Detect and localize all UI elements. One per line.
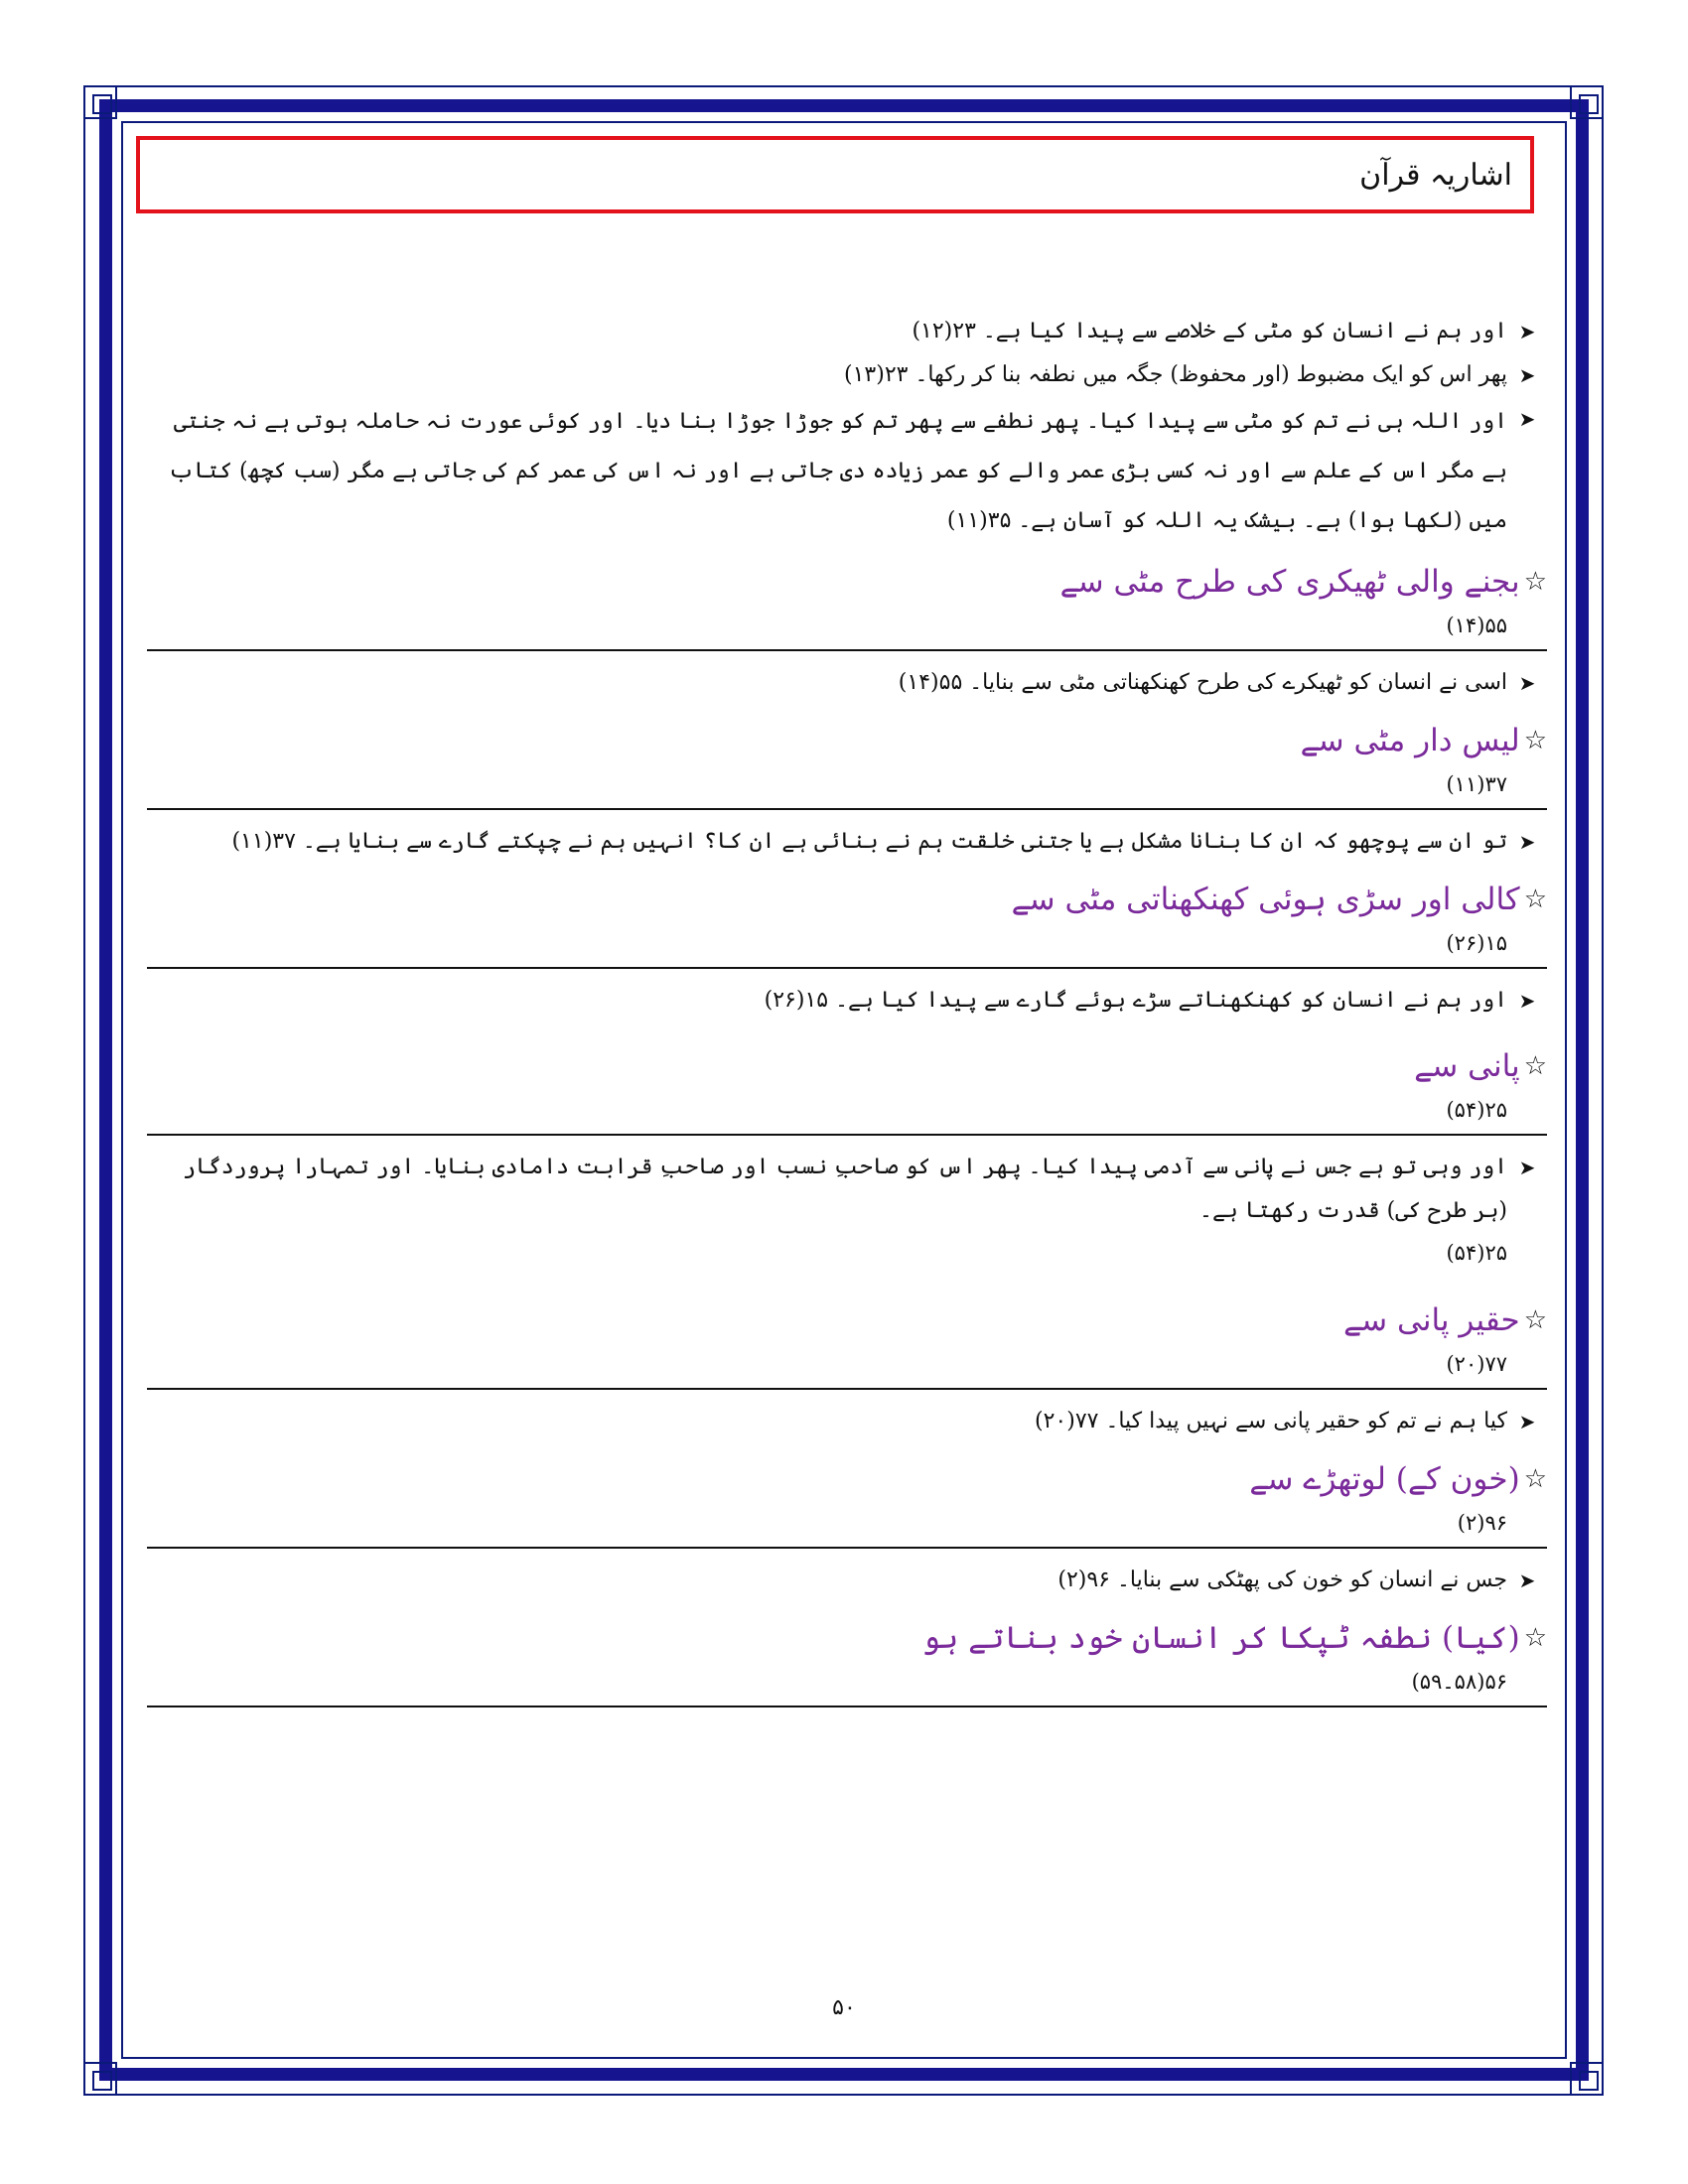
verse-item bbox=[147, 979, 1547, 1023]
frame-corner-ornament bbox=[83, 2062, 117, 2096]
page-number: ۵۰ bbox=[832, 1995, 856, 2020]
star-outline-icon: ☆ bbox=[1523, 1623, 1547, 1653]
arrowhead-bullet-icon: ➤ bbox=[1518, 1410, 1536, 1433]
verse-text: کیا ہم نے تم کو حقیر پانی سے نہیں پیدا کیا۔ ۷۷(۲۰) bbox=[1034, 1409, 1507, 1433]
section-title: (کیا) نطفہ ٹپکا کر انسان خود بناتے ہو bbox=[921, 1620, 1520, 1656]
star-outline-icon: ☆ bbox=[1523, 1051, 1547, 1081]
divider bbox=[147, 1706, 1547, 1707]
arrowhead-bullet-icon: ➤ bbox=[1518, 407, 1536, 431]
verse-item bbox=[147, 820, 1547, 864]
arrowhead-bullet-icon: ➤ bbox=[1518, 320, 1536, 343]
verse-text: اور وہی تو ہے جس نے پانی سے آدمی پیدا کیا۔ پھر اس کو صاحبِ نسب اور صاحبِ قرابت دامادی بنایا۔ اور تمہارا پروردگار (ہر طرح کی) قدرت رکھتا ہے۔ bbox=[183, 1155, 1507, 1223]
section-heading bbox=[147, 1461, 1547, 1497]
section-title: بجنے والی ٹھیکری کی طرح مٹی سے bbox=[1059, 564, 1520, 600]
verse-text: اور اللہ ہی نے تم کو مٹی سے پیدا کیا۔ پھر نطفے سے پھر تم کو جوڑا جوڑا بنا دیا۔ اور کوئی عورت نہ حاملہ ہوتی ہے نہ جنتی ہے مگر اس کے علم سے اور نہ کسی بڑی عمر والے کو عمر زیادہ دی جاتی ہے اور نہ اس کی عمر کم کی جاتی ہے مگر (سب کچھ) کتاب میں (لکھا ہوا) ہے۔ بیشک یہ اللہ کو آسان ہے۔ ۳۵(۱۱) bbox=[168, 409, 1507, 533]
section-title: (خون کے) لوتھڑے سے bbox=[1249, 1461, 1520, 1497]
divider bbox=[147, 649, 1547, 651]
section-heading bbox=[147, 564, 1547, 600]
page-title: اشاریہ قرآن bbox=[1359, 157, 1512, 193]
verse-text: جس نے انسان کو خون کی پھٹکی سے بنایا۔ ۹۶(۲) bbox=[1057, 1568, 1507, 1592]
verse-ref: ۲۵(۵۴) bbox=[1446, 1241, 1507, 1265]
verse-text: اسی نے انسان کو ٹھیکرے کی طرح کھنکھناتی مٹی سے بنایا۔ ۵۵(۱۴) bbox=[898, 670, 1507, 695]
verse-text: اور ہم نے انسان کو کھنکھناتے سڑے ہوئے گارے سے پیدا کیا ہے۔ ۱۵(۲۶) bbox=[764, 988, 1507, 1013]
section-refs: ۷۷(۲۰) bbox=[1446, 1352, 1507, 1376]
arrowhead-bullet-icon: ➤ bbox=[1518, 1156, 1536, 1179]
section-heading bbox=[147, 723, 1547, 758]
verse-item bbox=[147, 1146, 1547, 1233]
verse-item bbox=[147, 661, 1547, 705]
section-refs: ۲۵(۵۴) bbox=[1446, 1098, 1507, 1122]
section-title: پانی سے bbox=[1414, 1048, 1520, 1084]
verse-item bbox=[147, 1400, 1547, 1443]
verse-text: تو ان سے پوچھو کہ ان کا بنانا مشکل ہے یا جتنی خلقت ہم نے بنائی ہے ان کا؟ انہیں ہم نے چپکتے گارے سے بنایا ہے۔ ۳۷(۱۱) bbox=[231, 829, 1507, 854]
section-title: کالی اور سڑی ہوئی کھنکھناتی مٹی سے bbox=[1011, 882, 1520, 917]
star-outline-icon: ☆ bbox=[1523, 1305, 1547, 1335]
verse-item bbox=[147, 310, 1547, 353]
verse-text: پھر اس کو ایک مضبوط (اور محفوظ) جگہ میں نطفہ بنا کر رکھا۔ ۲۳(۱۳) bbox=[844, 362, 1507, 387]
verse-item bbox=[147, 397, 1547, 546]
section-refs: ۵۶(۵۸۔۵۹) bbox=[1411, 1670, 1507, 1694]
section-refs: ۳۷(۱۱) bbox=[1446, 772, 1507, 796]
section-heading bbox=[147, 1620, 1547, 1656]
divider bbox=[147, 808, 1547, 810]
divider bbox=[147, 967, 1547, 969]
star-outline-icon: ☆ bbox=[1523, 726, 1547, 755]
main-content bbox=[147, 310, 1547, 1717]
divider bbox=[147, 1547, 1547, 1549]
frame-corner-ornament bbox=[83, 85, 117, 119]
section-heading bbox=[147, 882, 1547, 917]
arrowhead-bullet-icon: ➤ bbox=[1518, 363, 1536, 387]
divider bbox=[147, 1134, 1547, 1136]
frame-corner-ornament bbox=[1570, 2062, 1604, 2096]
header-box bbox=[136, 136, 1534, 213]
arrowhead-bullet-icon: ➤ bbox=[1518, 1569, 1536, 1592]
arrowhead-bullet-icon: ➤ bbox=[1518, 671, 1536, 695]
section-heading bbox=[147, 1302, 1547, 1338]
section-refs: ۹۶(۲) bbox=[1457, 1511, 1507, 1535]
section-heading bbox=[147, 1048, 1547, 1084]
section-refs: ۱۵(۲۶) bbox=[1446, 931, 1507, 955]
star-outline-icon: ☆ bbox=[1523, 567, 1547, 597]
frame-corner-ornament bbox=[1570, 85, 1604, 119]
verse-item bbox=[147, 1559, 1547, 1602]
star-outline-icon: ☆ bbox=[1523, 885, 1547, 914]
divider bbox=[147, 1388, 1547, 1390]
section-title: لیس دار مٹی سے bbox=[1300, 723, 1520, 758]
verse-text: اور ہم نے انسان کو مٹی کے خلاصے سے پیدا کیا ہے۔ ۲۳(۱۲) bbox=[912, 319, 1507, 343]
star-outline-icon: ☆ bbox=[1523, 1464, 1547, 1494]
section-title: حقیر پانی سے bbox=[1342, 1302, 1520, 1338]
arrowhead-bullet-icon: ➤ bbox=[1518, 830, 1536, 854]
verse-item bbox=[147, 353, 1547, 397]
section-refs: ۵۵(۱۴) bbox=[1446, 614, 1507, 637]
arrowhead-bullet-icon: ➤ bbox=[1518, 989, 1536, 1013]
